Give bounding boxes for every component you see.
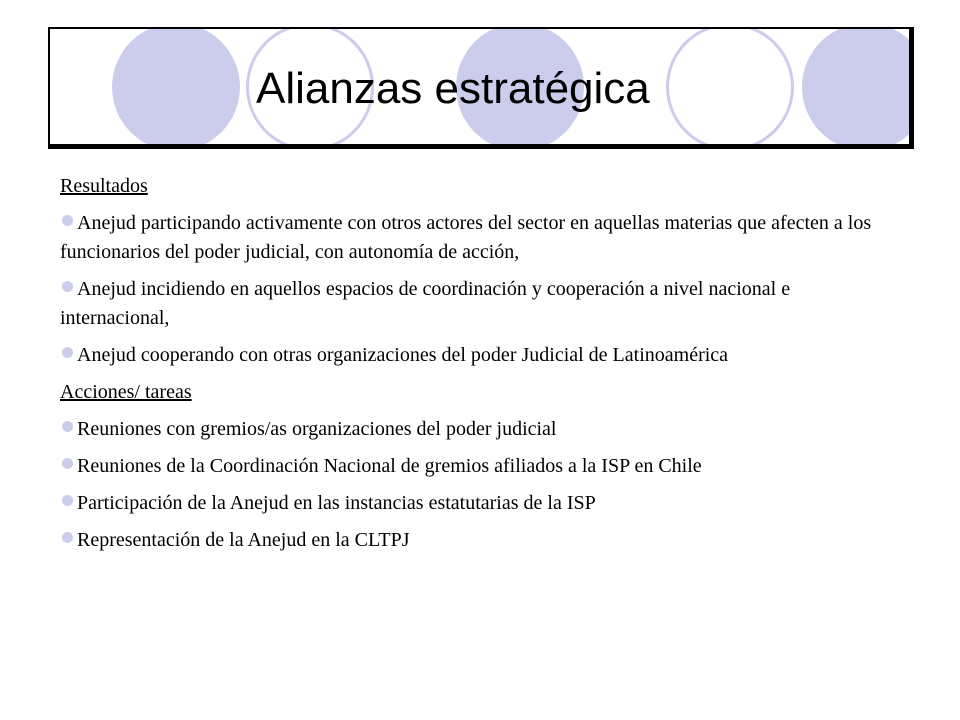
list-item-text: Anejud cooperando con otras organizaciones del poder Judicial de Latinoamérica xyxy=(77,344,729,366)
list-item-text: Reuniones de la Coordinación Nacional de gremios afiliados a la ISP en Chile xyxy=(77,455,702,477)
section-heading-acciones: Acciones/ tareas xyxy=(60,381,192,403)
title-banner xyxy=(48,27,914,149)
list-item xyxy=(60,275,880,333)
decorative-circle xyxy=(666,27,794,149)
list-item-text: Participación de la Anejud en las instancias estatutarias de la ISP xyxy=(77,492,596,514)
list-item xyxy=(60,452,880,481)
bullet-icon xyxy=(62,281,73,292)
list-item xyxy=(60,415,880,444)
bullet-icon xyxy=(62,532,73,543)
list-item-text: Anejud incidiendo en aquellos espacios de coordinación y cooperación a nivel nacional e internacional, xyxy=(60,278,791,329)
section-heading-resultados: Resultados xyxy=(60,175,148,197)
bullet-icon xyxy=(62,495,73,506)
list-item xyxy=(60,209,880,267)
list-item-text: Reuniones con gremios/as organizaciones del poder judicial xyxy=(77,418,557,440)
list-item xyxy=(60,526,880,555)
slide-title: Alianzas estratégica xyxy=(256,64,650,113)
list-item-text: Anejud participando activamente con otros actores del sector en aquellas materias que afecten a los funcionarios del poder judicial, con autonomía de acción, xyxy=(60,212,872,263)
decorative-circle xyxy=(112,27,240,149)
bullet-icon xyxy=(62,421,73,432)
bullet-icon xyxy=(62,215,73,226)
list-item xyxy=(60,341,880,370)
bullet-icon xyxy=(62,347,73,358)
decorative-circle xyxy=(802,27,914,149)
list-item xyxy=(60,489,880,518)
bullet-icon xyxy=(62,458,73,469)
list-item-text: Representación de la Anejud en la CLTPJ xyxy=(77,529,410,551)
slide-body xyxy=(60,172,880,563)
